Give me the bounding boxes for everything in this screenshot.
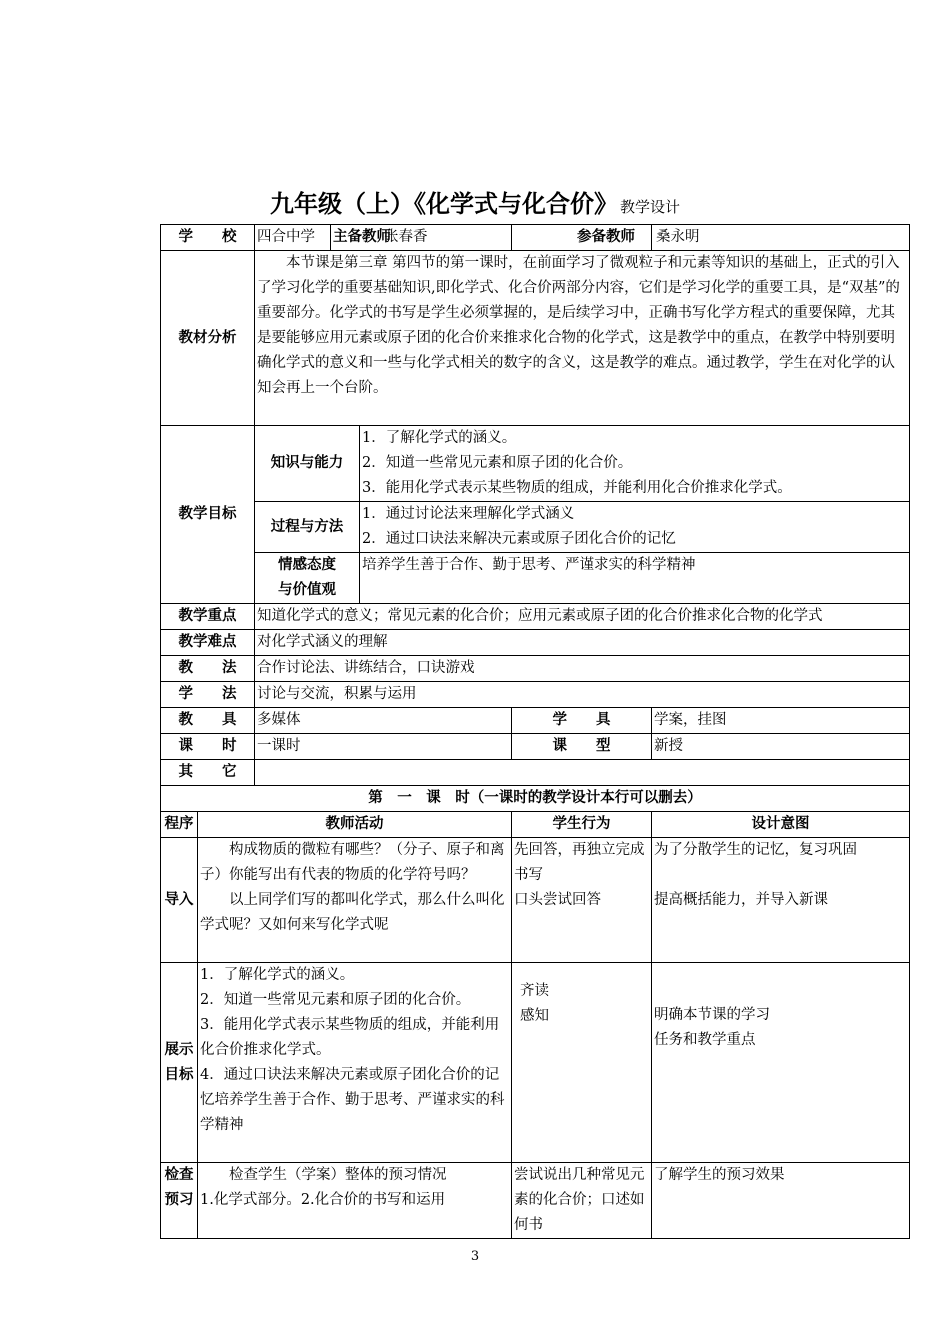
step-design: [652, 963, 910, 1163]
school-label: 学 校: [161, 225, 255, 251]
col-teacher: 教师活动: [198, 812, 512, 838]
teacher-paragraph: 4．通过口诀法来解决元素或原子团化合价的记忆培养学生善于合作、勤于思考、严谨求实的科学精神: [200, 1067, 505, 1133]
design-paragraph: 任务和教学重点: [654, 1032, 756, 1048]
design-paragraph: 明确本节课的学习: [654, 1007, 771, 1023]
step-student: 尝试说出几种常见元素的化合价；口述如何书: [512, 1163, 652, 1239]
class-hours-label: 课 时: [161, 734, 255, 760]
knowledge-item: 2．知道一些常见元素和原子团的化合价。: [362, 455, 633, 471]
teacher-paragraph: 1.化学式部分。2.化合价的书写和运用: [200, 1192, 446, 1208]
class-hours-text: 一课时: [255, 734, 512, 760]
teaching-tools-text: 多媒体: [255, 708, 512, 734]
school-value: 四合中学: [255, 225, 331, 251]
class-type-text: 新授: [652, 734, 910, 760]
assist-teacher-cell: [577, 225, 910, 251]
teacher-paragraph: 检查学生（学案）整体的预习情况: [229, 1167, 447, 1183]
difficulty-label: 教学难点: [161, 630, 255, 656]
step-name: 导入: [161, 838, 198, 963]
process-item: 2．通过口诀法来解决元素或原子团化合价的记忆: [362, 531, 676, 547]
emotion-text: 培养学生善于合作、勤于思考、严谨求实的科学精神: [360, 553, 910, 604]
teacher-paragraph: 3．能用化学式表示某些物质的组成，并能利用化合价推求化学式。: [200, 1017, 500, 1058]
other-text: [255, 760, 910, 786]
step-name: 展示 目标: [161, 963, 198, 1163]
knowledge-label: 知识与能力: [255, 426, 360, 502]
step-teacher: [198, 838, 512, 963]
other-label: 其 它: [161, 760, 255, 786]
main-teacher-value: 张春香: [512, 225, 652, 251]
difficulty-text: 对化学式涵义的理解: [255, 630, 910, 656]
teacher-paragraph: 以上同学们写的都叫化学式，那么什么叫化学式呢？又如何来写化学式呢: [200, 892, 505, 933]
step-design: [652, 838, 910, 963]
document-title: [0, 184, 950, 219]
knowledge-item: 1．了解化学式的涵义。: [362, 430, 517, 446]
main-teacher-label: 主备教师: [331, 225, 512, 251]
page-number: 3: [470, 1249, 480, 1264]
key-point-text: 知道化学式的意义；常见元素的化合价；应用元素或原子团的化合价推求化合物的化学式: [255, 604, 910, 630]
design-paragraph: 提高概括能力，并导入新课: [654, 892, 829, 908]
teacher-paragraph: 2．知道一些常见元素和原子团的化合价。: [200, 992, 471, 1008]
col-procedure: 程序: [161, 812, 198, 838]
assist-teacher-label: 参备教师: [577, 229, 636, 245]
step-teacher: [198, 1163, 512, 1239]
step-name: 检查 预习: [161, 1163, 198, 1239]
lesson-header: 第 一 课 时（一课时的教学设计本行可以删去）: [161, 786, 910, 812]
analysis-text: 本节课是第三章 第四节的第一课时，在前面学习了微观粒子和元素等知识的基础上，正式的引入了学习化学的重要基础知识,即化学式、化合价两部分内容，它们是学习化学的重要工具，是“双基”的重要部分。化学式的书写是学生必须掌握的，是后续学习中，正确书写化学方程式的重要保障，尤其是要能够应用元素或原子团的化合价来推求化合物的化学式，这是教学中的重点，在教学中特别要明确化学式的意义和一些与化学式相关的数字的含义，这是教学的难点。通过教学，学生在对化学的认知会再上一个台阶。: [255, 251, 910, 426]
learning-method-label: 学 法: [161, 682, 255, 708]
teacher-paragraph: 构成物质的微粒有哪些？（分子、原子和离子）你能写出有代表的物质的化学符号吗？: [200, 842, 505, 883]
student-paragraph: 齐读: [520, 983, 549, 999]
lesson-plan-table: [160, 224, 910, 1239]
design-paragraph: 为了分散学生的记忆，复习巩固: [654, 842, 858, 858]
process-items: [360, 502, 910, 553]
emotion-label: 情感态度 与价值观: [255, 553, 360, 604]
learning-tools-text: 学案，挂图: [652, 708, 910, 734]
learning-tools-label: 学 具: [512, 708, 652, 734]
process-label: 过程与方法: [255, 502, 360, 553]
title-main: 九年级（上）《化学式与化合价》: [269, 190, 618, 218]
col-student: 学生行为: [512, 812, 652, 838]
col-design: 设计意图: [652, 812, 910, 838]
assist-teacher-value: 桑永明: [656, 229, 700, 245]
class-type-label: 课 型: [512, 734, 652, 760]
learning-method-text: 讨论与交流，积累与运用: [255, 682, 910, 708]
title-sub: 教学设计: [619, 198, 680, 216]
step-student: [512, 838, 652, 963]
step-teacher: [198, 963, 512, 1163]
student-paragraph: 先回答，再独立完成书写: [514, 842, 645, 883]
teaching-method-text: 合作讨论法、讲练结合，口诀游戏: [255, 656, 910, 682]
knowledge-items: [360, 426, 910, 502]
student-paragraph: 口头尝试回答: [514, 892, 601, 908]
step-design: 了解学生的预习效果: [652, 1163, 910, 1239]
teaching-tools-label: 教 具: [161, 708, 255, 734]
student-paragraph: 感知: [520, 1008, 549, 1024]
teacher-paragraph: 1．了解化学式的涵义。: [200, 967, 355, 983]
key-point-label: 教学重点: [161, 604, 255, 630]
knowledge-item: 3．能用化学式表示某些物质的组成，并能利用化合价推求化学式。: [362, 480, 792, 496]
step-student: [512, 963, 652, 1163]
teaching-method-label: 教 法: [161, 656, 255, 682]
analysis-label: 教材分析: [161, 251, 255, 426]
objectives-label: 教学目标: [161, 426, 255, 604]
process-item: 1．通过讨论法来理解化学式涵义: [362, 506, 575, 522]
